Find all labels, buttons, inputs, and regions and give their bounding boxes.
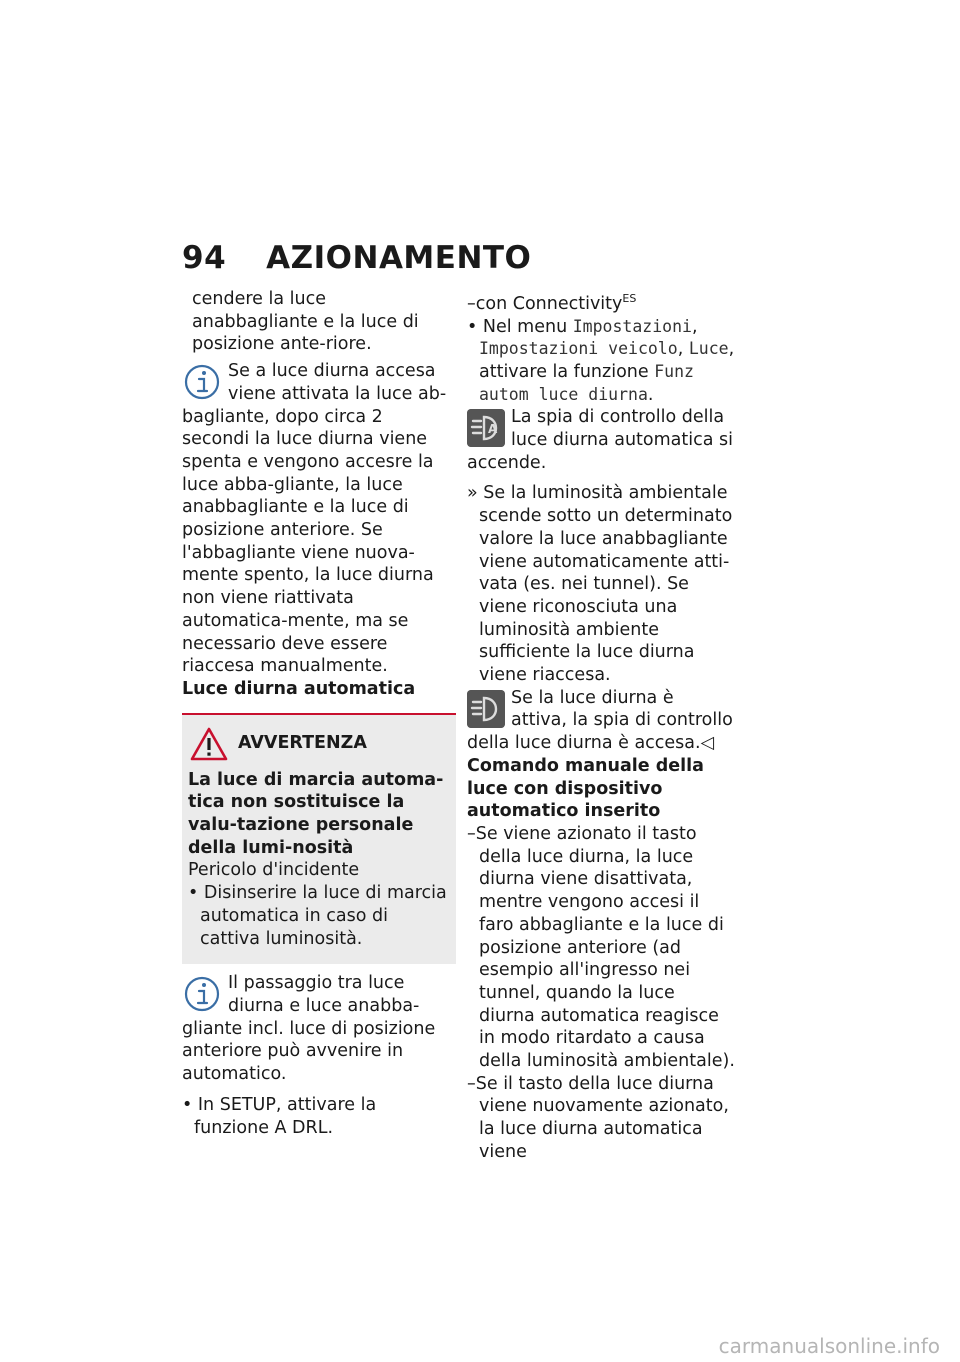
- menu-step: • Nel menu Impostazioni, Impostazioni veicolo, Luce, attivare la funzione Funz autom luce diurna.: [467, 316, 735, 405]
- lamp-note-1-text: La spia di controllo della luce diurna automatica si accende.: [467, 407, 733, 473]
- menu-step-mid: , attivare la funzione: [479, 339, 735, 382]
- page-number: 94: [182, 240, 227, 276]
- watermark: carmanualsonline.info: [718, 1334, 940, 1358]
- warning-box: [182, 713, 456, 965]
- info-note-1-text: Se a luce diurna accesa viene attivata la luce ab-bagliante, dopo circa 2 secondi la luce diurna viene spenta e vengono accesre la luce abba-gliante, la luce anabbagliante e la luce di posizione anteriore. Se l'abbagliante viene nuova-mente spento, la luce diurna non viene riattivata automatica-mente, ma se necessario deve essere riaccesa manualmente.: [182, 361, 447, 677]
- page-header: [182, 240, 531, 276]
- section-title-manual: Comando manuale della luce con dispositivo automatico inserito: [467, 755, 704, 822]
- menu-step-prefix: Nel menu: [482, 316, 568, 337]
- section-title-auto-drl: Luce diurna automatica: [182, 678, 416, 699]
- info-icon: [182, 974, 222, 1014]
- warning-title: La luce di marcia automa-tica non sostituisce la valu-tazione personale della lumi-nosità: [188, 769, 444, 858]
- setup-bullet: • In SETUP, attivare la funzione A DRL.: [182, 1094, 377, 1138]
- requirement-text: con Connectivity: [475, 293, 623, 314]
- warning-label: AVVERTENZA: [238, 733, 367, 754]
- lamp-note-2-text: Se la luce diurna è attiva, la spia di controllo della luce diurna è accesa.◁: [467, 687, 733, 754]
- left-column: [182, 288, 454, 1139]
- intro-text: cendere la luce anabbagliante e la luce di posizione ante-riore.: [192, 289, 419, 355]
- lamp-note-2: [467, 687, 735, 755]
- info-icon: [182, 362, 222, 402]
- chapter-title: AZIONAMENTO: [266, 240, 532, 276]
- lamp-note-1: [467, 406, 735, 474]
- warning-triangle-icon: [190, 727, 228, 761]
- setup-bullet-text: In SETUP, attivare la funzione A DRL.: [194, 1094, 377, 1138]
- menu-item-impostazioni: Impostazioni: [572, 316, 692, 336]
- info-note-2: [182, 972, 454, 1086]
- daytime-light-indicator-icon: [467, 690, 505, 728]
- dash-item-2-text: Se il tasto della luce diurna viene nuovamente azionato, la luce diurna automatica viene: [475, 1073, 729, 1162]
- warning-bullet-text: Disinserire la luce di marcia automatica in caso di cattiva luminosità.: [200, 883, 447, 949]
- menu-item-funz-autom: Funz autom luce diurna: [479, 361, 694, 404]
- info-note-2-text: Il passaggio tra luce diurna e luce anabba-gliante incl. luce di posizione anteriore può avvenire in automatico.: [182, 973, 436, 1085]
- svg-text:A: A: [488, 422, 498, 437]
- result-text: Se la luminosità ambientale scende sotto un determinato valore la luce anabbagliante viene automaticamente atti-vata (es. nei tunnel). Se viene riconosciuta una luminosità ambiente sufficiente la luce diurna viene riaccesa.: [479, 483, 733, 686]
- requirement-sup: ES: [622, 292, 637, 305]
- warning-header: [188, 727, 450, 761]
- result-line: » Se la luminosità ambientale scende sotto un determinato valore la luce anabbagliante viene automaticamente atti-vata (es. nei tunnel). Se viene riconosciuta una luminosità ambiente sufficiente la luce diurna viene riaccesa.: [467, 483, 733, 686]
- menu-item-luce: Luce: [688, 339, 729, 359]
- dash-item-1-text: Se viene azionato il tasto della luce diurna, la luce diurna viene disattivata, mentre vengono accesi il faro abbagliante e la luce di posizione anteriore (ad esempio all'ingresso nei tunnel, quando la luce diurna automatica reagisce in modo ritardato a causa della luminosità ambientale).: [475, 824, 735, 1072]
- warning-bullet: • Disinserire la luce di marcia automatica in caso di cattiva luminosità.: [188, 883, 447, 949]
- dash-item-2: –Se il tasto della luce diurna viene nuovamente azionato, la luce diurna automatica viene: [467, 1073, 729, 1162]
- warning-risk: Pericolo d'incidente: [188, 860, 360, 881]
- dash-item-1: –Se viene azionato il tasto della luce diurna, la luce diurna viene disattivata, mentre vengono accesi il faro abbagliante e la luce di posizione anteriore (ad esempio all'ingresso nei tunnel, quando la luce diurna automatica reagisce in modo ritardato a causa della luminosità ambientale).: [467, 824, 735, 1072]
- auto-light-indicator-icon: [467, 409, 505, 447]
- info-note-1: [182, 360, 454, 678]
- right-column: [467, 288, 735, 1164]
- menu-item-impostazioni-veicolo: Impostazioni veicolo: [479, 339, 678, 359]
- requirement-line: –con Connectivity$^{ES}$: [467, 292, 637, 314]
